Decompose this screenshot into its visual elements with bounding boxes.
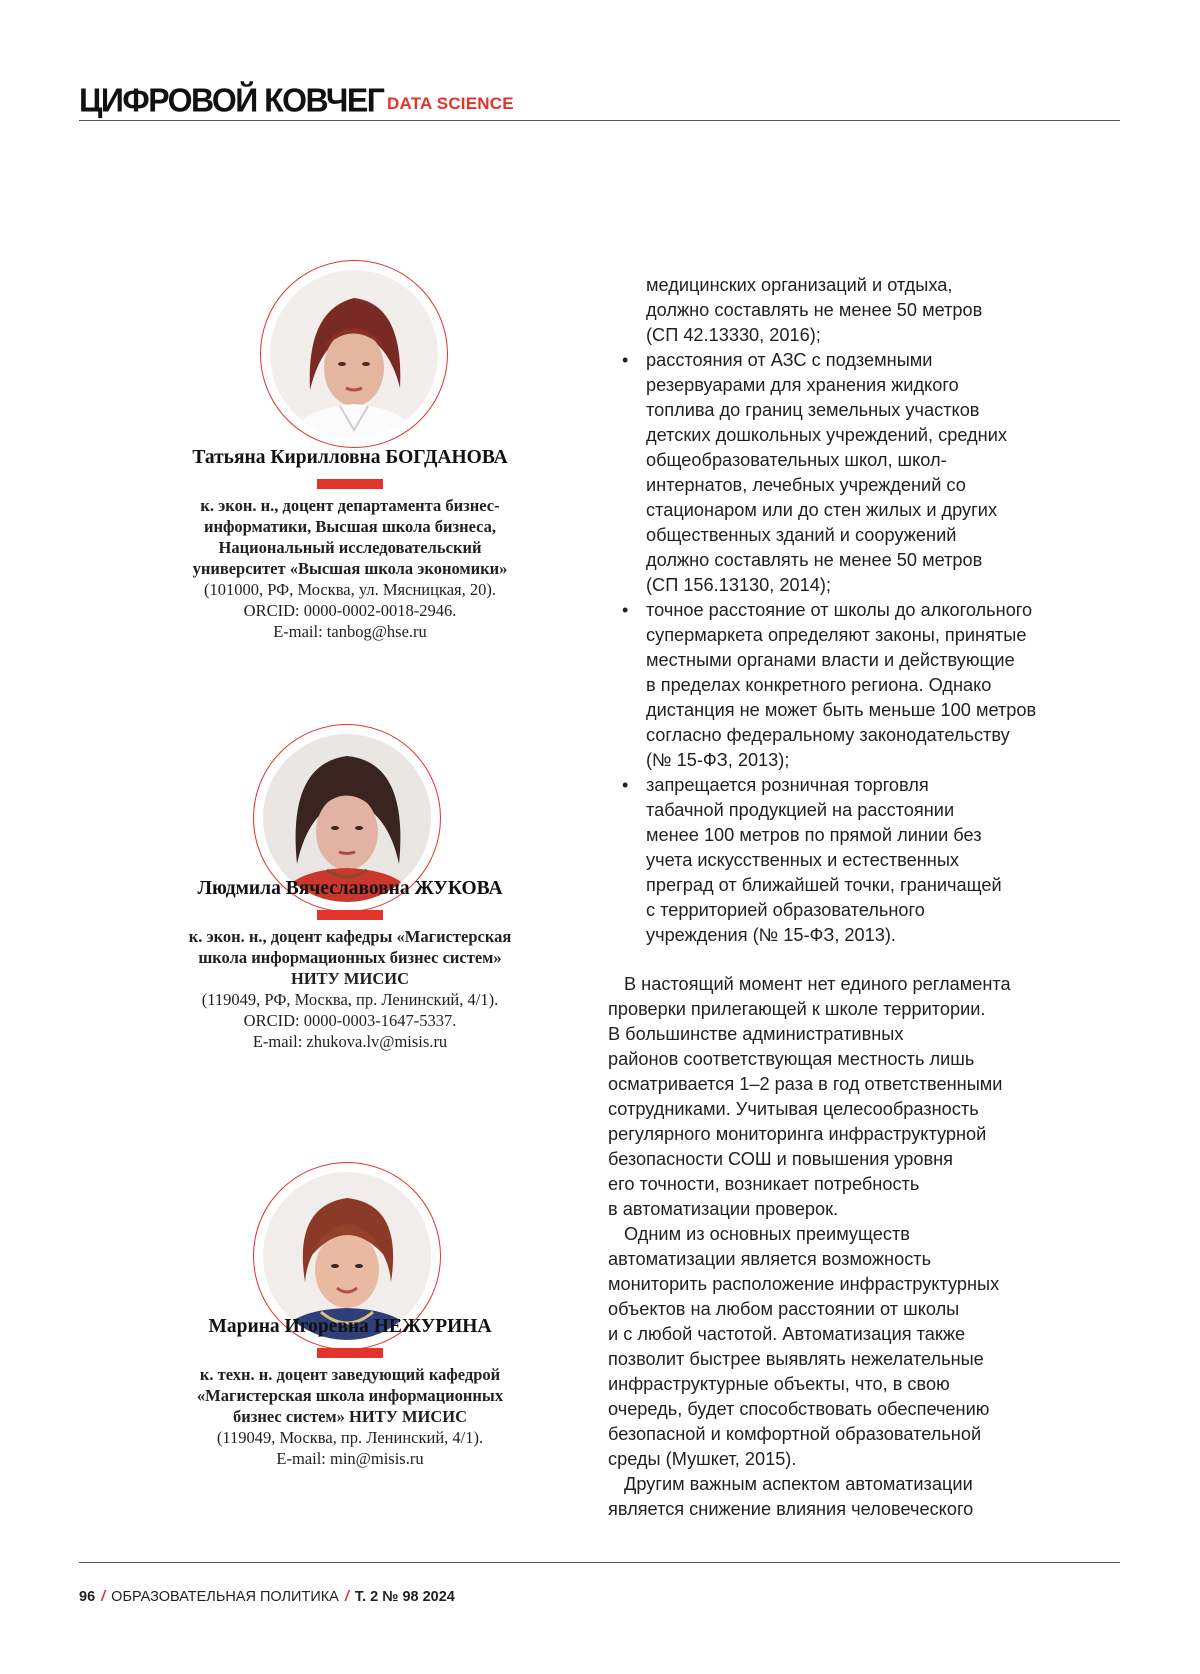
text-line: учета искусственных и естественных bbox=[646, 848, 1126, 873]
author-details bbox=[140, 495, 560, 642]
author-photo-frame bbox=[260, 260, 448, 448]
header-divider bbox=[79, 120, 1120, 121]
text-line: регулярного мониторинга инфраструктурной bbox=[608, 1122, 1128, 1147]
accent-bar bbox=[317, 1348, 383, 1358]
text-line: Другим важным аспектом автоматизации bbox=[608, 1472, 1128, 1497]
author-details bbox=[140, 1364, 560, 1469]
author-photo-zhukova bbox=[263, 734, 431, 902]
text-line: сотрудниками. Учитывая целесообразность bbox=[608, 1097, 1128, 1122]
text-line: в автоматизации проверок. bbox=[608, 1197, 1128, 1222]
bullet-continuation bbox=[646, 273, 1126, 348]
journal-title: ОБРАЗОВАТЕЛЬНАЯ ПОЛИТИКА bbox=[111, 1589, 339, 1605]
author-position-line: Национальный исследовательский bbox=[140, 537, 560, 558]
text-line: является снижение влияния человеческого bbox=[608, 1497, 1128, 1522]
text-line: в пределах конкретного региона. Однако bbox=[646, 673, 1126, 698]
author-details bbox=[140, 926, 560, 1052]
author-position-line: информатики, Высшая школа бизнеса, bbox=[140, 516, 560, 537]
text-line: мониторить расположение инфраструктурных bbox=[608, 1272, 1128, 1297]
author-name: Татьяна Кирилловна БОГДАНОВА bbox=[140, 447, 560, 469]
bullet-marker: • bbox=[622, 773, 628, 798]
section-title: ЦИФРОВОЙ КОВЧЕГ bbox=[79, 81, 383, 120]
text-line: (СП 42.13330, 2016); bbox=[646, 323, 1126, 348]
text-line: общеобразовательных школ, школ- bbox=[646, 448, 1126, 473]
bullet-marker: • bbox=[622, 348, 628, 373]
author-position-line: к. экон. н., доцент департамента бизнес- bbox=[140, 495, 560, 516]
author-position-line: к. техн. н. доцент заведующий кафедрой bbox=[140, 1364, 560, 1385]
author-email: E-mail: zhukova.lv@misis.ru bbox=[140, 1031, 560, 1052]
text-line: интернатов, лечебных учреждений со bbox=[646, 473, 1126, 498]
text-line: инфраструктурные объекты, что, в свою bbox=[608, 1372, 1128, 1397]
text-line: безопасной и комфортной образовательной bbox=[608, 1422, 1128, 1447]
author-orcid: ORCID: 0000-0002-0018-2946. bbox=[140, 600, 560, 621]
text-line: менее 100 метров по прямой линии без bbox=[646, 823, 1126, 848]
text-line: местными органами власти и действующие bbox=[646, 648, 1126, 673]
text-line: супермаркета определяют законы, принятые bbox=[646, 623, 1126, 648]
text-line: стационаром или до стен жилых и других bbox=[646, 498, 1126, 523]
author-photo-nezhurina bbox=[263, 1172, 431, 1340]
issue-info: Т. 2 № 98 2024 bbox=[355, 1589, 455, 1605]
running-header bbox=[79, 80, 1120, 120]
text-line: должно составлять не менее 50 метров bbox=[646, 298, 1126, 323]
text-line: детских дошкольных учреждений, средних bbox=[646, 423, 1126, 448]
bullet-marker: • bbox=[622, 598, 628, 623]
text-line: медицинских организаций и отдыха, bbox=[646, 273, 1126, 298]
bullet-item bbox=[646, 598, 1126, 773]
text-line: топлива до границ земельных участков bbox=[646, 398, 1126, 423]
page-footer bbox=[79, 1589, 455, 1605]
text-line: позволит быстрее выявлять нежелательные bbox=[608, 1347, 1128, 1372]
text-line: В настоящий момент нет единого регламента bbox=[608, 972, 1128, 997]
text-line: учреждения (№ 15-ФЗ, 2013). bbox=[646, 923, 1126, 948]
text-line: объектов на любом расстоянии от школы bbox=[608, 1297, 1128, 1322]
text-line: резервуарами для хранения жидкого bbox=[646, 373, 1126, 398]
text-line: согласно федеральному законодательству bbox=[646, 723, 1126, 748]
text-line: безопасности СОШ и повышения уровня bbox=[608, 1147, 1128, 1172]
text-line: преград от ближайшей точки, граничащей bbox=[646, 873, 1126, 898]
text-line: В большинстве административных bbox=[608, 1022, 1128, 1047]
text-line: среды (Мушкет, 2015). bbox=[608, 1447, 1128, 1472]
text-line: автоматизации является возможность bbox=[608, 1247, 1128, 1272]
text-line: районов соответствующая местность лишь bbox=[608, 1047, 1128, 1072]
text-line: его точности, возникает потребность bbox=[608, 1172, 1128, 1197]
text-line: (№ 15-ФЗ, 2013); bbox=[646, 748, 1126, 773]
author-address: (101000, РФ, Москва, ул. Мясницкая, 20). bbox=[140, 579, 560, 600]
text-line: очередь, будет способствовать обеспечению bbox=[608, 1397, 1128, 1422]
text-line: (СП 156.13130, 2014); bbox=[646, 573, 1126, 598]
author-photo-bogdanova bbox=[270, 270, 438, 438]
author-position-line: школа информационных бизнес систем» bbox=[140, 947, 560, 968]
text-line: расстояния от АЗС с подземными bbox=[646, 348, 1126, 373]
author-address: (119049, РФ, Москва, пр. Ленинский, 4/1). bbox=[140, 989, 560, 1010]
author-position-line: к. экон. н., доцент кафедры «Магистерская bbox=[140, 926, 560, 947]
accent-bar bbox=[317, 479, 383, 489]
body-paragraph bbox=[608, 972, 1128, 1222]
footer-separator: / bbox=[101, 1589, 105, 1605]
text-line: и с любой частотой. Автоматизация также bbox=[608, 1322, 1128, 1347]
section-subtitle: DATA SCIENCE bbox=[387, 94, 514, 114]
text-line: общественных зданий и сооружений bbox=[646, 523, 1126, 548]
text-line: точное расстояние от школы до алкогольного bbox=[646, 598, 1126, 623]
author-position-line: НИТУ МИСИС bbox=[140, 968, 560, 989]
text-line: осматривается 1–2 раза в год ответственными bbox=[608, 1072, 1128, 1097]
body-paragraph bbox=[608, 1472, 1128, 1522]
text-line: с территорией образовательного bbox=[646, 898, 1126, 923]
author-email: E-mail: min@misis.ru bbox=[140, 1448, 560, 1469]
footer-separator: / bbox=[345, 1589, 349, 1605]
author-orcid: ORCID: 0000-0003-1647-5337. bbox=[140, 1010, 560, 1031]
author-position-line: «Магистерская школа информационных bbox=[140, 1385, 560, 1406]
text-line: дистанция не может быть меньше 100 метров bbox=[646, 698, 1126, 723]
text-line: табачной продукцией на расстоянии bbox=[646, 798, 1126, 823]
author-position-line: бизнес систем» НИТУ МИСИС bbox=[140, 1406, 560, 1427]
text-line: запрещается розничная торговля bbox=[646, 773, 1126, 798]
bullet-item bbox=[646, 348, 1126, 598]
accent-bar bbox=[317, 910, 383, 920]
text-line: должно составлять не менее 50 метров bbox=[646, 548, 1126, 573]
text-line: Одним из основных преимуществ bbox=[608, 1222, 1128, 1247]
author-position-line: университет «Высшая школа экономики» bbox=[140, 558, 560, 579]
body-paragraph bbox=[608, 1222, 1128, 1472]
bullet-item bbox=[646, 773, 1126, 948]
author-address: (119049, Москва, пр. Ленинский, 4/1). bbox=[140, 1427, 560, 1448]
text-line: проверки прилегающей к школе территории. bbox=[608, 997, 1128, 1022]
footer-divider bbox=[79, 1562, 1120, 1563]
author-name: Марина Игоревна НЕЖУРИНА bbox=[140, 1316, 560, 1338]
author-email: E-mail: tanbog@hse.ru bbox=[140, 621, 560, 642]
author-name: Людмила Вячеславовна ЖУКОВА bbox=[140, 878, 560, 900]
page-number: 96 bbox=[79, 1589, 95, 1605]
